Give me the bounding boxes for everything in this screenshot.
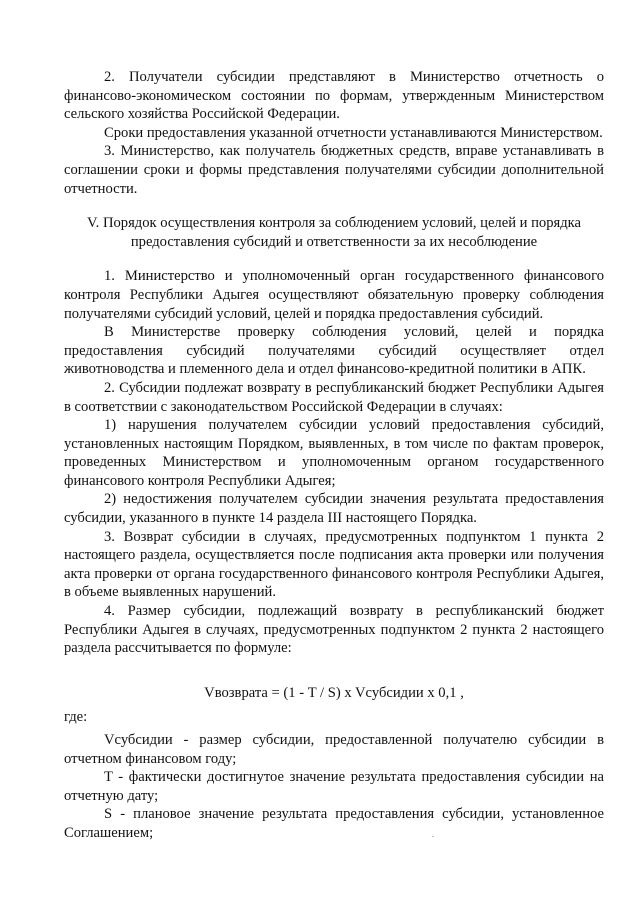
paragraph-5-3: 3. Возврат субсидии в случаях, предусмотренных подпунктом 1 пункта 2 настоящего раздела, осуществляется после подписания акта проверки или получения акта проверки от органа государственного финансового контроля Республики Адыгея, в объеме выявленных нарушений. [64, 528, 604, 601]
paragraph-4-3: 3. Министерство, как получатель бюджетных средств, вправе устанавливать в соглашении сроки и формы представления получателями субсидии дополнительной отчетности. [64, 143, 604, 197]
paragraph-4-2: 2. Получатели субсидии представляют в Министерство отчетность о финансово-экономическом состоянии по формам, утвержденным Министерством сельского хозяйства Российской Федерации. [64, 69, 604, 123]
paragraph-5-1: 1. Министерство и уполномоченный орган государственного финансового контроля Республики Адыгея осуществляют обязательную проверку соблюдения получателями субсидий условий, целей и порядка предоставления субсидий. [64, 268, 604, 322]
paragraph-5-1-ministry: В Министерстве проверку соблюдения условий, целей и порядка предоставления субсидий получателями субсидий осуществляет отдел животноводства и племенного дела и отдел финансово-кредитной политики в АПК. [64, 324, 604, 378]
paragraph-5-2-item-1: 1) нарушения получателем субсидии условий предоставления субсидий, установленных настоящим Порядком, выявленных, в том числе по фактам проверок, проведенных Министерством и уполномоченным органом государственного финансового контроля Республики Адыгея; [64, 417, 604, 489]
section-5-heading: V. Порядок осуществления контроля за соблюдением условий, целей и порядка предоставления субсидий и ответственности за их несоблюдение [87, 215, 581, 250]
definition-s: S - плановое значение результата предоставления субсидии, установленное Соглашением; [64, 806, 604, 841]
scan-speck [432, 836, 434, 837]
where-label: где: [64, 709, 88, 726]
paragraph-5-2-item-2: 2) недостижения получателем субсидии значения результата предоставления субсидии, указанного в пункте 14 раздела III настоящего Порядка. [64, 491, 604, 527]
paragraph-5-4: 4. Размер субсидии, подлежащий возврату в республиканский бюджет Республики Адыгея в случаях, предусмотренных подпунктом 2 пункта 2 настоящего раздела рассчитывается по формуле: [64, 603, 604, 657]
refund-formula: Vвозврата = (1 - T / S) x Vсубсидии x 0,1 , [204, 684, 464, 701]
paragraph-4-2-deadlines: Сроки предоставления указанной отчетности устанавливаются Министерством. [104, 124, 603, 141]
definition-v-subsidy: Vсубсидии - размер субсидии, предоставленной получателю субсидии в отчетном финансовом году; [64, 732, 604, 767]
definition-t: T - фактически достигнутое значение результата предоставления субсидии на отчетную дату; [64, 769, 604, 804]
paragraph-5-2: 2. Субсидии подлежат возврату в республиканский бюджет Республики Адыгея в соответствии с законодательством Российской Федерации в случаях: [64, 379, 604, 415]
